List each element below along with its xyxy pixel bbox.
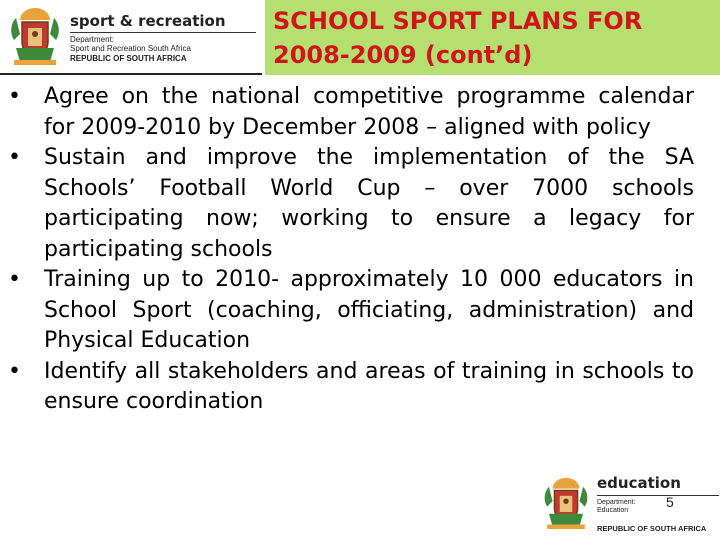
- bullet-text: Training up to 2010- approximately 10 000 educators in School Sport (coaching, officiating, administration) and Physical Education: [44, 267, 694, 353]
- page-number: 5: [666, 494, 674, 510]
- bullet-item: [8, 265, 694, 357]
- education-logo: [540, 468, 720, 540]
- bullet-text: Sustain and improve the implementation of the SA Schools’ Football World Cup – over 7000 schools participating now; working to ensure a legacy for participating schools: [44, 145, 694, 262]
- bullet-text: Agree on the national competitive programme calendar for 2009-2010 by December 2008 – aligned with policy: [44, 84, 694, 140]
- bullet-item: [8, 82, 694, 143]
- title-banner: [265, 0, 720, 75]
- bullet-text: Identify all stakeholders and areas of training in schools to ensure coordination: [44, 358, 694, 414]
- org-divider: [70, 32, 256, 33]
- bullet-icon: •: [8, 267, 21, 292]
- footer-country-text: REPUBLIC OF SOUTH AFRICA: [597, 524, 707, 533]
- org-name: sport & recreation: [70, 12, 226, 30]
- bullet-icon: •: [8, 358, 21, 384]
- coat-of-arms-icon: [6, 4, 64, 68]
- bullet-item: [8, 357, 694, 418]
- bullet-item: [8, 143, 694, 265]
- slide-title: SCHOOL SPORT PLANS FOR 2008-2009 (cont’d): [273, 7, 643, 69]
- department-text: Department: Sport and Recreation South Africa: [70, 35, 191, 53]
- bullet-icon: •: [8, 84, 21, 109]
- coat-of-arms-icon: [540, 470, 592, 536]
- header-divider: [0, 73, 262, 75]
- footer-divider: [597, 495, 719, 496]
- sport-recreation-logo: [0, 0, 262, 74]
- footer-org-name: education: [597, 474, 681, 492]
- bullet-icon: •: [8, 145, 21, 170]
- footer-department-text: Department: Education: [597, 499, 636, 514]
- bullet-list: [8, 82, 694, 418]
- country-text: REPUBLIC OF SOUTH AFRICA: [70, 54, 187, 63]
